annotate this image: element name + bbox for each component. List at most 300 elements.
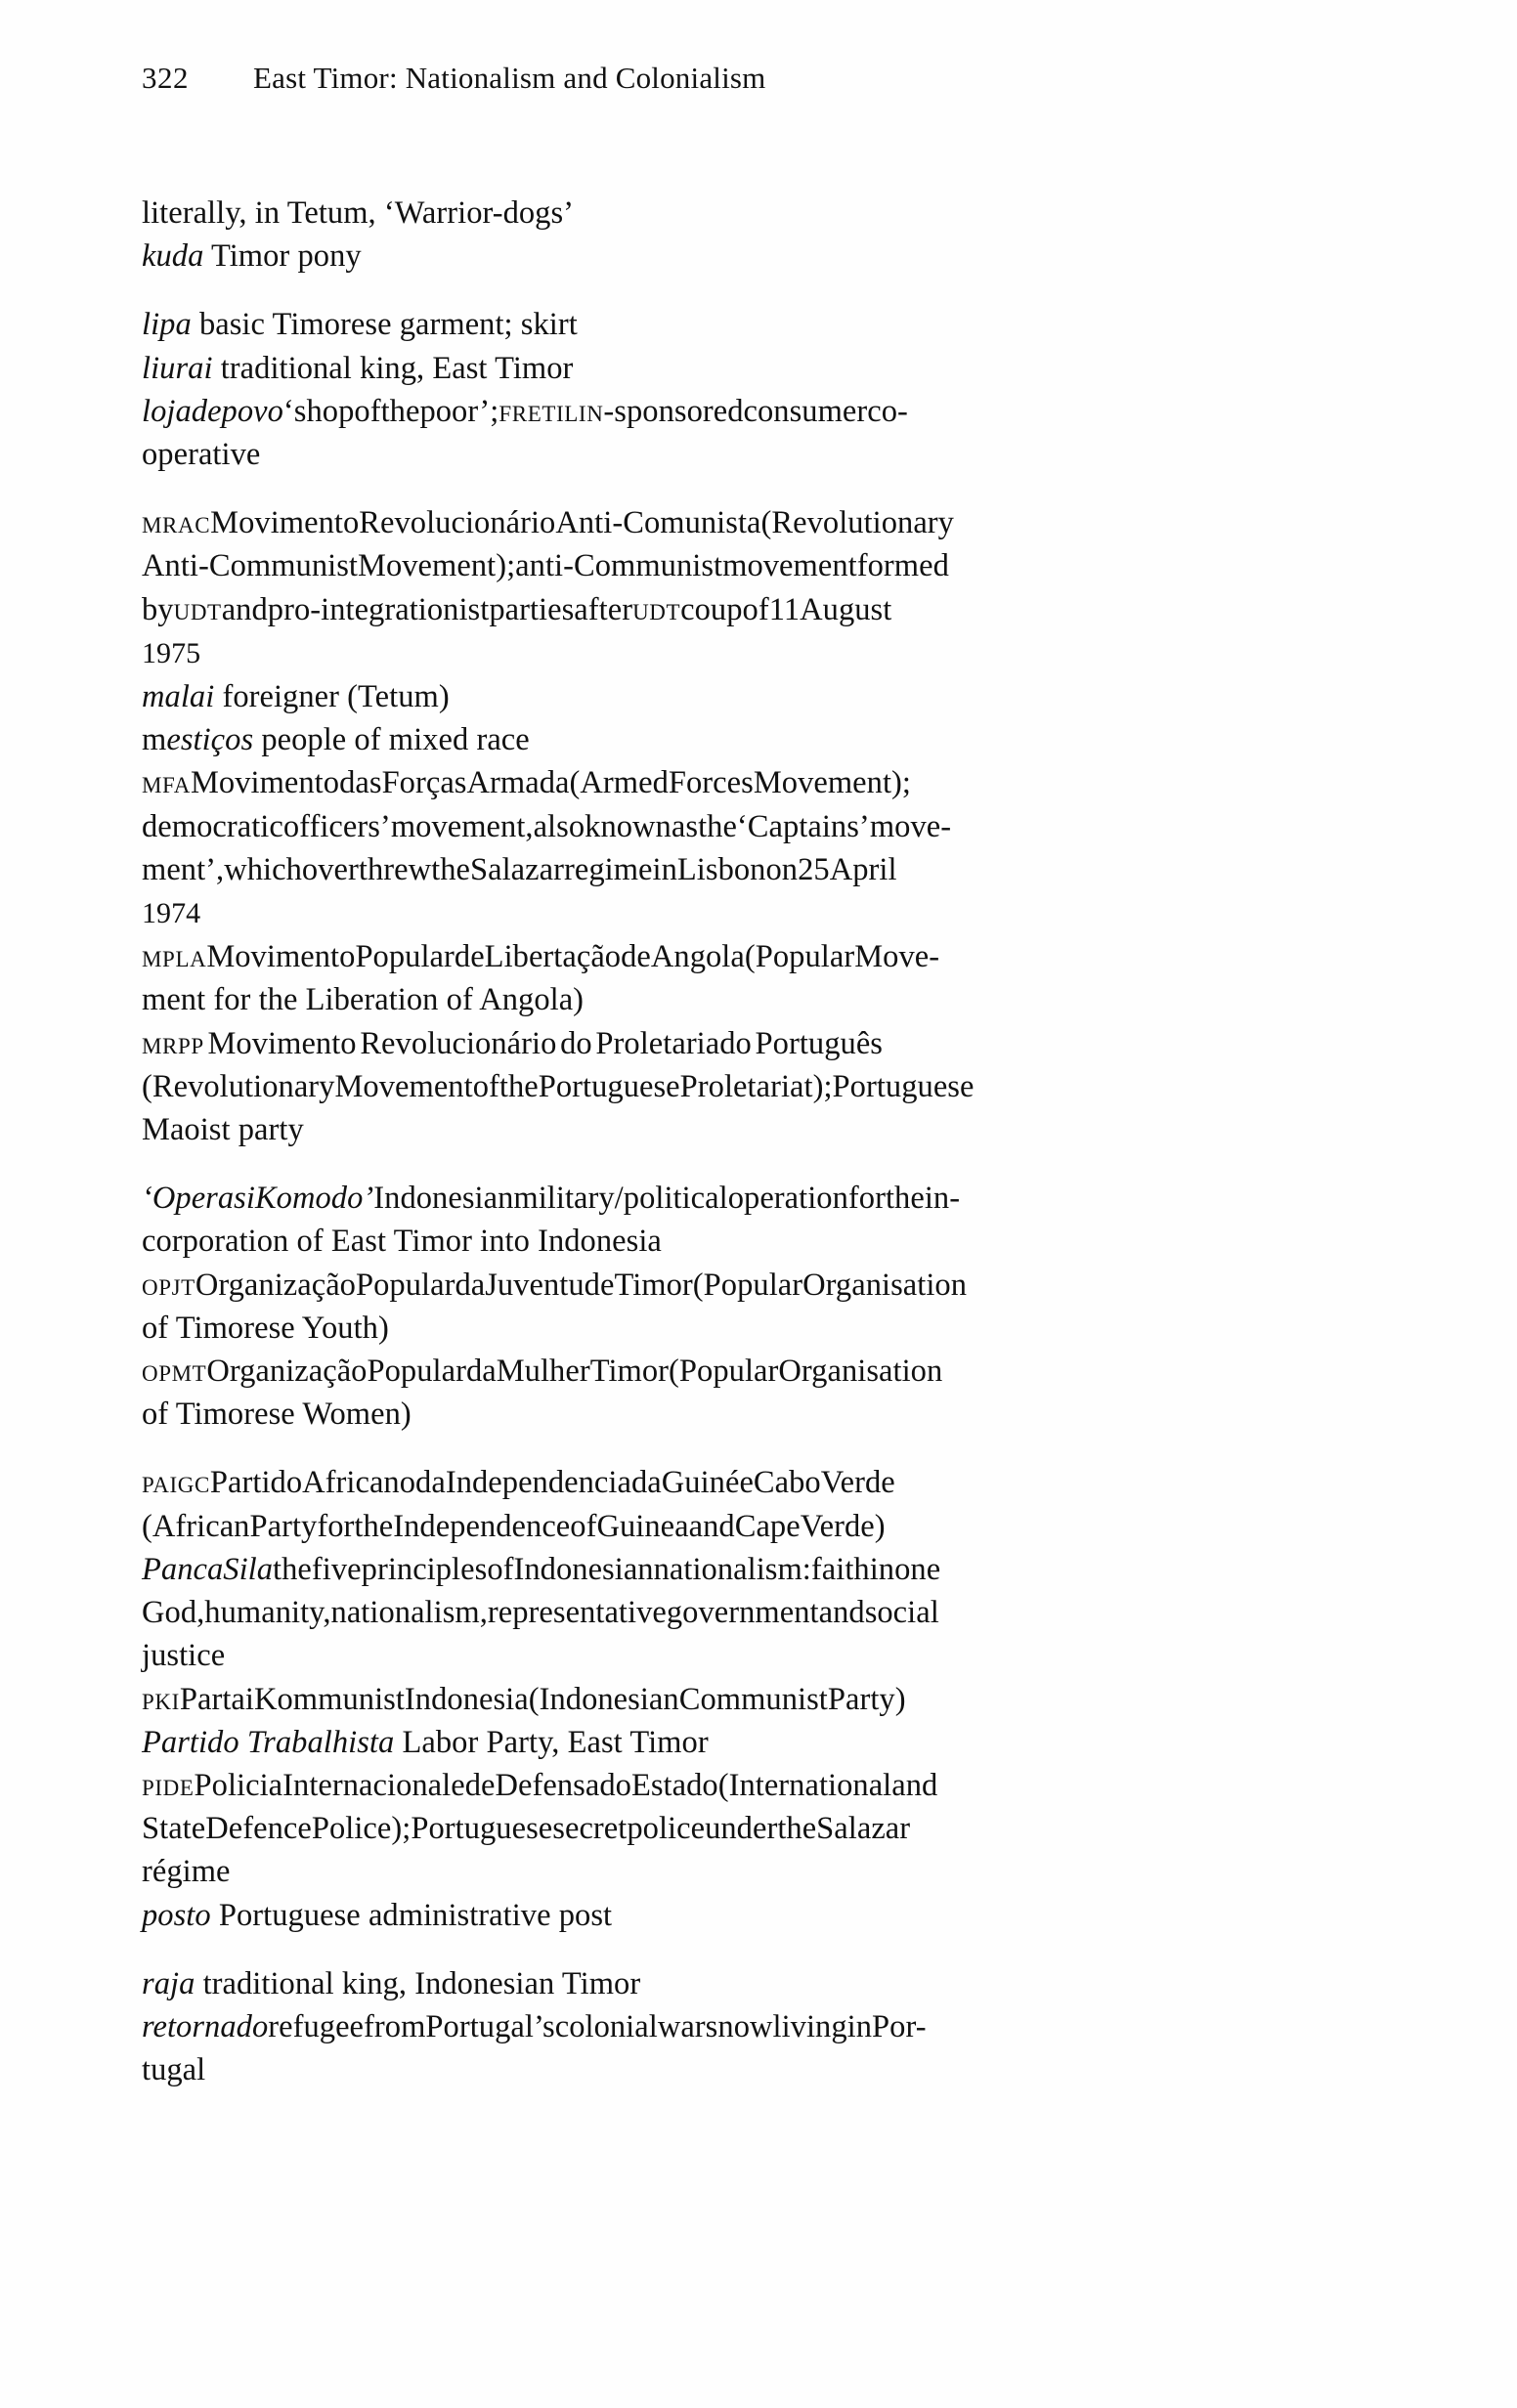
glossary-entry <box>142 1264 968 1350</box>
text-run: overthrew <box>301 851 432 887</box>
word <box>627 1807 705 1850</box>
text-line <box>142 1065 975 1108</box>
text-run: representative <box>487 1595 667 1631</box>
glossary-group <box>142 1461 941 1936</box>
word <box>529 1678 679 1721</box>
acronym: mfa <box>142 765 191 801</box>
text-line <box>142 235 883 278</box>
text-run: movement <box>722 548 857 584</box>
text-run: Labor Party, East Timor <box>394 1724 709 1760</box>
headword: Komodo’ <box>254 1181 374 1217</box>
word <box>498 390 743 433</box>
word <box>334 1065 472 1108</box>
word <box>222 588 268 631</box>
text-run: poor’; <box>419 393 499 429</box>
text-run: now <box>717 2008 773 2044</box>
text-run: anti-Communist <box>515 548 723 584</box>
text-line <box>142 303 883 346</box>
acronym: udt <box>632 591 681 627</box>
text-run: police <box>627 1811 706 1847</box>
text-run: da <box>630 1465 662 1501</box>
headword: Panca <box>142 1551 224 1587</box>
acronym: mrpp <box>142 1025 204 1061</box>
text-run: Juventude <box>485 1267 615 1303</box>
word <box>381 390 420 433</box>
text-run: (Popular <box>669 1354 779 1390</box>
word <box>515 544 722 587</box>
text-run: Forças <box>381 765 467 801</box>
text-run: in <box>869 1551 895 1587</box>
headword: malai <box>142 679 215 715</box>
word <box>621 935 651 978</box>
glossary-entry <box>142 1721 883 1764</box>
text-line <box>142 1894 883 1937</box>
text-run: August <box>800 591 892 627</box>
word <box>283 805 391 848</box>
text-run: Internacional <box>282 1767 452 1803</box>
text-run: (Indonesian <box>528 1681 679 1717</box>
glossary-group <box>142 192 883 278</box>
word <box>658 2005 718 2048</box>
text-run: Movimento <box>210 505 360 541</box>
text-run: (Revolutionary <box>142 1068 335 1104</box>
text-run: (African <box>142 1508 250 1544</box>
word <box>204 1591 330 1634</box>
word <box>802 1264 967 1307</box>
word <box>354 1505 393 1548</box>
text-run: Defensa <box>495 1767 600 1803</box>
text-run: Independence <box>393 1508 571 1544</box>
text-run: and <box>818 1595 865 1631</box>
text-run: from <box>364 2008 426 2044</box>
word <box>778 1350 942 1393</box>
word <box>689 1505 735 1548</box>
text-run: Policia <box>194 1767 283 1803</box>
word <box>722 544 857 587</box>
text-run: (International <box>717 1767 892 1803</box>
text-run: colonial <box>554 2008 658 2044</box>
word <box>564 848 653 891</box>
text-run: one <box>894 1551 941 1587</box>
text-line <box>142 1850 883 1893</box>
text-run: Movement); <box>753 765 911 801</box>
text-line <box>142 1678 906 1721</box>
word <box>739 1461 753 1504</box>
glossary-entry <box>142 1894 883 1937</box>
text-run: for <box>847 1181 886 1217</box>
word <box>857 544 949 587</box>
acronym: pki <box>142 1681 180 1717</box>
text-line <box>142 2005 927 2048</box>
text-line <box>142 1264 968 1307</box>
word <box>312 1807 412 1850</box>
text-line <box>142 433 883 476</box>
text-run: military/political <box>513 1181 728 1217</box>
word <box>142 848 224 891</box>
text-run: the <box>777 1811 817 1847</box>
word <box>358 544 515 587</box>
word <box>360 1022 556 1065</box>
word <box>142 1764 195 1807</box>
text-run: of <box>354 393 381 429</box>
running-head <box>142 61 1375 106</box>
text-run: in- <box>924 1181 961 1217</box>
word <box>925 1177 960 1220</box>
word <box>224 848 302 891</box>
text-line <box>142 1505 886 1548</box>
word <box>497 1350 590 1393</box>
word <box>455 935 485 978</box>
text-run: of <box>570 1508 597 1544</box>
page-number: 322 <box>142 61 189 95</box>
text-run: Kommunist <box>253 1681 405 1717</box>
acronym: pide <box>142 1767 195 1803</box>
text-run: after <box>574 591 633 627</box>
word <box>356 1264 455 1307</box>
word <box>268 588 490 631</box>
word <box>331 1591 488 1634</box>
word <box>142 1548 223 1591</box>
text-run: Organisation <box>778 1354 943 1390</box>
text-run: Anti-Comunista <box>555 505 761 541</box>
text-line <box>142 2048 883 2091</box>
text-run: Portuguese <box>411 1811 553 1847</box>
text-run: co- <box>867 393 908 429</box>
word <box>142 1461 210 1504</box>
text-run: 1975 <box>142 636 201 669</box>
text-line <box>142 192 883 235</box>
text-line <box>142 1461 895 1504</box>
word <box>382 761 467 804</box>
word <box>654 1548 811 1591</box>
word <box>867 390 908 433</box>
text-run: move- <box>869 808 952 844</box>
word <box>693 1264 802 1307</box>
word <box>455 1264 485 1307</box>
glossary-group <box>142 1962 927 2092</box>
text-line <box>142 848 897 891</box>
text-run: Proletariat); <box>679 1068 833 1104</box>
word <box>489 588 574 631</box>
glossary-entry <box>142 1350 943 1436</box>
word <box>142 1807 205 1850</box>
glossary-entry <box>142 1962 883 2005</box>
word <box>596 1505 688 1548</box>
word <box>142 501 210 544</box>
text-run: of Timorese Youth) <box>142 1310 389 1346</box>
word <box>142 1264 195 1307</box>
text-run: -sponsored <box>603 393 744 429</box>
acronym: udt <box>173 591 222 627</box>
text-run: basic Timorese garment; skirt <box>191 307 578 343</box>
word <box>828 1678 906 1721</box>
word <box>373 1177 513 1220</box>
word <box>195 1764 283 1807</box>
headword: loja <box>142 393 192 429</box>
word <box>180 1678 254 1721</box>
text-run: which <box>224 851 302 887</box>
glossary-entry <box>142 1461 895 1547</box>
acronym: mrac <box>142 505 211 541</box>
text-run: April <box>829 851 897 887</box>
word <box>317 1505 354 1548</box>
text-run: Timor <box>614 1267 693 1303</box>
text-run: Cape <box>734 1508 801 1544</box>
text-run: living <box>772 2008 847 2044</box>
word <box>431 848 470 891</box>
word <box>894 1548 940 1591</box>
word <box>886 1177 925 1220</box>
text-run: Indonesia <box>404 1681 529 1717</box>
text-run: Party <box>249 1508 318 1544</box>
glossary-entry <box>142 192 883 235</box>
text-run: Por- <box>872 2008 927 2044</box>
text-run: Popular <box>355 1267 455 1303</box>
text-run: nationalism: <box>653 1551 811 1587</box>
text-run: Revolucionário <box>360 1025 557 1061</box>
text-run: Timor pony <box>203 238 362 275</box>
text-line <box>142 1393 883 1436</box>
text-run: faith <box>810 1551 870 1587</box>
word <box>391 805 534 848</box>
word <box>142 935 206 978</box>
headword: Partido Trabalhista <box>142 1724 395 1760</box>
text-run: da <box>415 1465 446 1501</box>
text-run: the <box>698 808 737 844</box>
word <box>798 848 830 891</box>
text-run: humanity, <box>204 1595 331 1631</box>
glossary-entry <box>142 675 883 718</box>
word <box>411 1807 552 1850</box>
word <box>754 1461 821 1504</box>
text-run: Maoist party <box>142 1112 304 1148</box>
text-line <box>142 891 883 935</box>
word <box>367 1350 465 1393</box>
text-run: government <box>666 1595 819 1631</box>
word <box>821 1461 895 1504</box>
text-line <box>142 1022 883 1065</box>
word <box>273 1548 312 1591</box>
word <box>467 761 570 804</box>
text-run: in <box>652 851 677 887</box>
text-run: by <box>142 591 174 627</box>
word <box>268 2005 364 2048</box>
text-line <box>142 347 883 390</box>
word <box>465 1764 496 1807</box>
word <box>485 1264 614 1307</box>
text-line <box>142 1721 883 1764</box>
word <box>364 2005 425 2048</box>
text-line <box>142 1307 883 1350</box>
word <box>653 848 677 891</box>
word <box>737 805 870 848</box>
text-run: known <box>585 808 672 844</box>
word <box>359 501 555 544</box>
text-run: on <box>765 851 799 887</box>
word <box>174 588 222 631</box>
word <box>222 390 283 433</box>
text-line <box>142 805 952 848</box>
text-run: ‘shop <box>282 393 355 429</box>
word <box>142 1678 180 1721</box>
word <box>255 1177 373 1220</box>
word <box>470 848 564 891</box>
word <box>847 2005 872 2048</box>
text-run: da <box>455 1267 486 1303</box>
word <box>142 1591 204 1634</box>
text-run: the <box>431 851 470 887</box>
text-run: traditional king, East Timor <box>212 350 574 386</box>
text-run: democratic <box>142 808 283 844</box>
word <box>773 2005 847 2048</box>
text-line <box>142 1764 938 1807</box>
word <box>766 848 799 891</box>
word <box>487 1548 513 1591</box>
word <box>718 1764 892 1807</box>
acronym: opjt <box>142 1267 195 1303</box>
text-run: officers’ <box>282 808 391 844</box>
text-line <box>142 544 949 587</box>
text-run: God, <box>142 1595 205 1631</box>
text-run: de <box>454 939 485 975</box>
word <box>800 588 891 631</box>
text-run: of <box>742 591 769 627</box>
text-line <box>142 1548 941 1591</box>
text-run: Police); <box>311 1811 412 1847</box>
word <box>651 935 745 978</box>
word <box>811 1548 870 1591</box>
glossary-entry <box>142 761 952 935</box>
headword: liurai <box>142 350 213 386</box>
text-run: Africano <box>302 1465 416 1501</box>
text-line <box>142 718 883 761</box>
text-run: Proletariado <box>595 1025 752 1061</box>
word <box>555 2005 658 2048</box>
text-line <box>142 1177 961 1220</box>
word <box>754 761 911 804</box>
acronym: mpla <box>142 939 207 975</box>
word <box>496 1764 600 1807</box>
word <box>142 761 191 804</box>
text-run: Movimento <box>206 939 356 975</box>
glossary-entry <box>142 1678 906 1721</box>
word <box>870 805 951 848</box>
text-run: consumer <box>743 393 868 429</box>
word <box>207 1022 356 1065</box>
text-run: Portuguese <box>538 1068 680 1104</box>
text-line <box>142 390 908 433</box>
text-run: traditional king, Indonesian Timor <box>195 1965 641 2001</box>
text-line <box>142 761 911 804</box>
text-line <box>142 631 883 675</box>
text-run: parties <box>489 591 575 627</box>
word <box>142 1022 204 1065</box>
word <box>816 1807 910 1850</box>
text-line <box>142 935 940 978</box>
text-run: Movement); <box>358 548 516 584</box>
word <box>339 761 381 804</box>
text-run: das <box>339 765 382 801</box>
word <box>631 1764 718 1807</box>
word <box>717 2005 772 2048</box>
word <box>595 1022 751 1065</box>
word <box>667 1591 819 1634</box>
glossary-group <box>142 501 975 1151</box>
word <box>210 501 359 544</box>
text-run: e <box>451 1767 465 1803</box>
text-run: refugee <box>268 2008 365 2044</box>
text-run: formed <box>856 548 949 584</box>
word <box>555 501 760 544</box>
text-run: operative <box>142 437 261 473</box>
word <box>191 761 339 804</box>
word <box>574 588 632 631</box>
text-line <box>142 1962 883 2005</box>
text-run: de <box>464 1767 496 1803</box>
text-run: Salazar <box>816 1811 911 1847</box>
headword: raja <box>142 1965 195 2001</box>
text-run: and <box>688 1508 735 1544</box>
text-run: Portuguese <box>832 1068 975 1104</box>
word <box>756 1022 883 1065</box>
word <box>451 1764 464 1807</box>
word <box>425 2005 554 2048</box>
text-run: regime <box>563 851 653 887</box>
word <box>819 1591 865 1634</box>
glossary-entry <box>142 501 954 675</box>
text-line <box>142 1108 883 1151</box>
text-line <box>142 501 954 544</box>
word <box>539 1065 680 1108</box>
text-run: of Timorese Women) <box>142 1397 412 1433</box>
text-run: do <box>560 1025 592 1061</box>
word <box>312 1548 362 1591</box>
acronym: fretilin <box>498 393 604 429</box>
glossary-entry <box>142 235 883 278</box>
glossary-entry <box>142 1022 975 1152</box>
word <box>677 848 766 891</box>
text-run: Mulher <box>496 1354 590 1390</box>
word <box>854 935 939 978</box>
text-run: Salazar <box>469 851 564 887</box>
word <box>865 1591 939 1634</box>
text-run: Independencia <box>445 1465 631 1501</box>
text-run: Movimento <box>207 1025 357 1061</box>
text-run: Movement <box>334 1068 473 1104</box>
headword: ‘Operasi <box>142 1181 255 1217</box>
text-run: and <box>221 591 268 627</box>
text-run: (Popular <box>692 1267 803 1303</box>
glossary-group <box>142 1177 968 1436</box>
word <box>473 1065 499 1108</box>
headword: lipa <box>142 307 192 343</box>
text-line <box>142 1807 911 1850</box>
text-run: m <box>142 722 167 758</box>
text-run: ment’, <box>142 851 225 887</box>
text-run: people of mixed race <box>253 722 530 758</box>
text-run: Guiné <box>661 1465 740 1501</box>
text-run: and <box>891 1767 938 1803</box>
word <box>570 761 669 804</box>
word <box>499 1065 539 1108</box>
text-run: Cabo <box>753 1465 821 1501</box>
headword: Sila <box>223 1551 274 1587</box>
word <box>205 1807 312 1850</box>
word <box>744 390 868 433</box>
word <box>142 1177 255 1220</box>
word <box>769 588 800 631</box>
headword: posto <box>142 1897 211 1933</box>
